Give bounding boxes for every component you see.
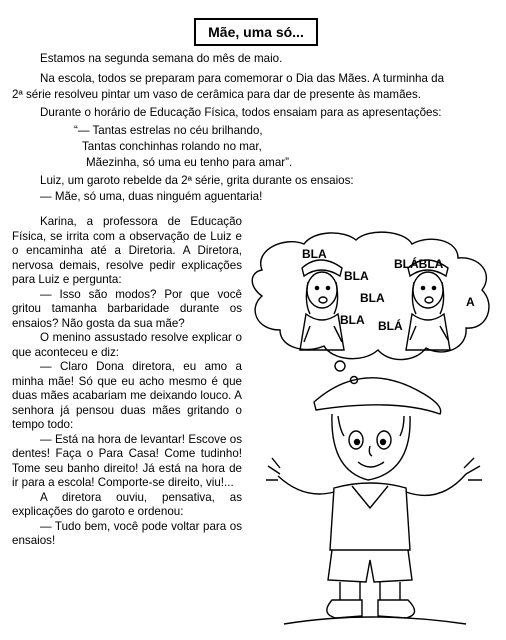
bubble-word: BLA	[344, 269, 369, 283]
poem-line-3: Mãezinha, só uma eu tenho para amar”.	[86, 156, 293, 169]
paragraph: — Isso são modos? Por que você gritou tamanha barbaridade durante os ensaios? Não gosta da sua mãe?	[12, 287, 242, 330]
bubble-word: BLÁ	[378, 319, 403, 333]
text-line-1: Estamos na segunda semana do mês de maio.	[40, 52, 283, 65]
story-column	[12, 215, 242, 549]
bubble-word: BLA	[302, 247, 327, 261]
paragraph: A diretora ouviu, pensativa, as explicações do garoto e ordenou:	[12, 490, 242, 518]
boy	[266, 378, 482, 624]
page-title: Mãe, uma só...	[194, 18, 318, 46]
paragraph: O menino assustado resolve explicar o que aconteceu e diz:	[12, 331, 242, 359]
bubble-word: BLA	[360, 291, 385, 305]
text-line-4: Durante o horário de Educação Física, todos ensaiam para as apresentações:	[40, 106, 442, 119]
mother-left	[300, 260, 344, 350]
bubble-word: BLA	[340, 313, 365, 327]
bubble-word: BLÁBLA	[394, 257, 444, 271]
paragraph: — Tudo bem, você pode voltar para os ensaios!	[12, 519, 242, 547]
thought-bubble	[335, 361, 345, 371]
poem-line-1: “— Tantas estrelas no céu brilhando,	[74, 124, 263, 137]
text-line-2: Na escola, todos se preparam para comemorar o Dia das Mães. A turminha da	[40, 72, 445, 85]
text-line-6: — Mãe, só uma, duas ninguém aguentaria!	[40, 190, 263, 203]
text-line-3: 2ª série resolveu pintar um vaso de cerâmica para dar de presente às mamães.	[12, 88, 421, 101]
mother-right	[406, 260, 450, 350]
poem-line-2: Tantas conchinhas rolando no mar,	[82, 140, 262, 153]
text-line-5: Luiz, um garoto rebelde da 2ª série, grita durante os ensaios:	[40, 174, 354, 187]
shorts	[328, 550, 412, 582]
bubble-word: A	[466, 295, 475, 309]
cap	[314, 378, 441, 414]
paragraph: Karina, a professora de Educação Física, se irrita com a observação de Luiz e o encaminha até a Diretoria. A Diretora, nervosa demais, resolve pedir explicações para Luiz e pergunta:	[12, 215, 242, 286]
paragraph: — Claro Dona diretora, eu amo a minha mãe! Só que eu acho mesmo é que duas mães acabariam me deixando louco. A senhora já pensou duas mães gritando o tempo todo:	[12, 360, 242, 431]
illustration	[244, 230, 506, 630]
shirt	[330, 483, 410, 550]
paragraph: — Está na hora de levantar! Escove os dentes! Faça o Para Casa! Come tudinho! Tome seu banho direito! Já está na hora de ir para a escola! Comporte-se direito, viu!...	[12, 432, 242, 489]
